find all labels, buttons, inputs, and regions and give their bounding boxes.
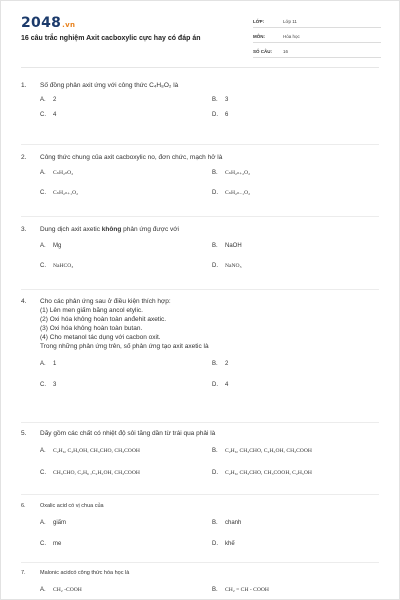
question-divider <box>21 494 379 495</box>
option-b[interactable]: B. CH₂ = CH - COOH <box>212 587 269 593</box>
option-d[interactable]: D. 4 <box>212 382 229 388</box>
question-text: Công thức chung của axit cacboxylic no, đơn chức, mạch hở là <box>40 154 223 161</box>
question-line: (3) Oxi hóa không hoàn toàn butan. <box>40 325 143 332</box>
meta-row-subject <box>253 30 381 43</box>
emphasis-text: không <box>101 226 122 233</box>
question-3 <box>21 225 381 283</box>
question-divider <box>21 562 379 563</box>
option-b[interactable]: B. NaOH <box>212 243 242 249</box>
question-text: Dãy gồm các chất có nhiệt độ sôi tăng dần từ trái qua phải là <box>40 430 216 437</box>
question-line: (1) Lên men giấm băng ancol etylic. <box>40 307 143 314</box>
option-d[interactable]: D. CₙH₂ₙ₋₁O₂ <box>212 190 251 196</box>
option-a[interactable]: A. giấm <box>40 520 67 526</box>
question-line: Cho các phản ứng sau ở điều kiện thích hợp: <box>40 298 171 305</box>
meta-row-grade <box>253 15 381 28</box>
question-divider <box>21 289 379 290</box>
question-2 <box>21 153 381 210</box>
option-c[interactable]: C. 4 <box>40 112 57 118</box>
option-a[interactable]: A. 2 <box>40 97 57 103</box>
option-b[interactable]: B. CₙH₂ₙ₊₂O₂ <box>212 170 251 176</box>
meta-key: MÔN: <box>253 33 265 39</box>
question-4 <box>21 297 381 402</box>
question-number: 7. <box>21 570 26 576</box>
logo-text: 2048 <box>21 15 62 31</box>
meta-value: Hóa học <box>283 33 300 39</box>
option-c[interactable]: C. CH₃CHO, C₂H₆ ,C₂H₅OH, CH₃COOH <box>40 470 140 476</box>
question-divider <box>21 216 379 217</box>
question-text: Số đồng phân axit ứng với công thức C₄H₈O₂ là <box>40 82 179 89</box>
option-b[interactable]: B. 3 <box>212 97 229 103</box>
option-b[interactable]: B. 2 <box>212 361 229 367</box>
meta-key: SỐ CÂU: <box>253 48 272 54</box>
option-b[interactable]: B. chanh <box>212 520 242 526</box>
option-d[interactable]: D. NaNO₃ <box>212 263 242 269</box>
option-d[interactable]: D. C₂H₆, CH₃CHO, CH₃COOH, C₂H₅OH <box>212 470 312 476</box>
meta-value: 16 <box>283 48 289 54</box>
question-divider <box>21 422 379 423</box>
option-a[interactable]: A. 1 <box>40 361 57 367</box>
option-d[interactable]: D. 6 <box>212 112 229 118</box>
option-c[interactable]: C. CₙH₂ₙ₊₁O₂ <box>40 190 79 196</box>
logo-suffix: .vn <box>62 21 76 29</box>
question-number: 1. <box>21 82 27 89</box>
meta-key: LỚP: <box>253 18 265 24</box>
question-divider <box>21 144 379 145</box>
site-logo[interactable] <box>21 15 75 31</box>
meta-table <box>253 15 381 60</box>
question-number: 5. <box>21 430 27 437</box>
option-c[interactable]: C. NaHCO₃ <box>40 263 74 269</box>
option-c[interactable]: C. 3 <box>40 382 57 388</box>
option-a[interactable]: A. CₙH₂ₙO₂ <box>40 170 74 176</box>
question-line: Trong những phản ứng trên, số phản ứng tạo axit axetic là <box>40 343 209 350</box>
header-divider <box>21 67 379 68</box>
question-5 <box>21 429 381 490</box>
meta-value: Lớp 11 <box>283 18 297 24</box>
question-number: 3. <box>21 226 27 233</box>
question-1 <box>21 81 381 127</box>
question-number: 6. <box>21 503 26 509</box>
option-a[interactable]: A. CH₂ -COOH <box>40 587 82 593</box>
document-title: 16 câu trắc nghiệm Axit cacboxylic cực hay có đáp án <box>21 35 201 42</box>
question-text: Dung dịch axit axetic không phản ứng được với <box>40 226 179 233</box>
question-text <box>40 297 381 351</box>
question-7 <box>21 569 381 600</box>
question-text: Oxalic acid có vị chua của <box>40 503 104 509</box>
option-a[interactable]: A. C₂H₆, C₂H₅OH, CH₃CHO, CH₃COOH <box>40 448 140 454</box>
meta-row-count <box>253 45 381 58</box>
question-number: 2. <box>21 154 27 161</box>
option-d[interactable]: D. khế <box>212 541 235 547</box>
question-line: (4) Cho metanol tác dụng với cacbon oxit. <box>40 334 161 341</box>
question-text: Malonic acidcó công thức hóa học là <box>40 570 130 576</box>
option-a[interactable]: A. Mg <box>40 243 62 249</box>
question-line: (2) Oxi hóa không hoàn toàn anđehit axetic. <box>40 316 167 323</box>
option-b[interactable]: B. C₂H₆, CH₃CHO, C₂H₅OH, CH₃COOH <box>212 448 312 454</box>
option-c[interactable]: C. me <box>40 541 62 547</box>
question-6 <box>21 502 381 561</box>
question-number: 4. <box>21 298 27 305</box>
